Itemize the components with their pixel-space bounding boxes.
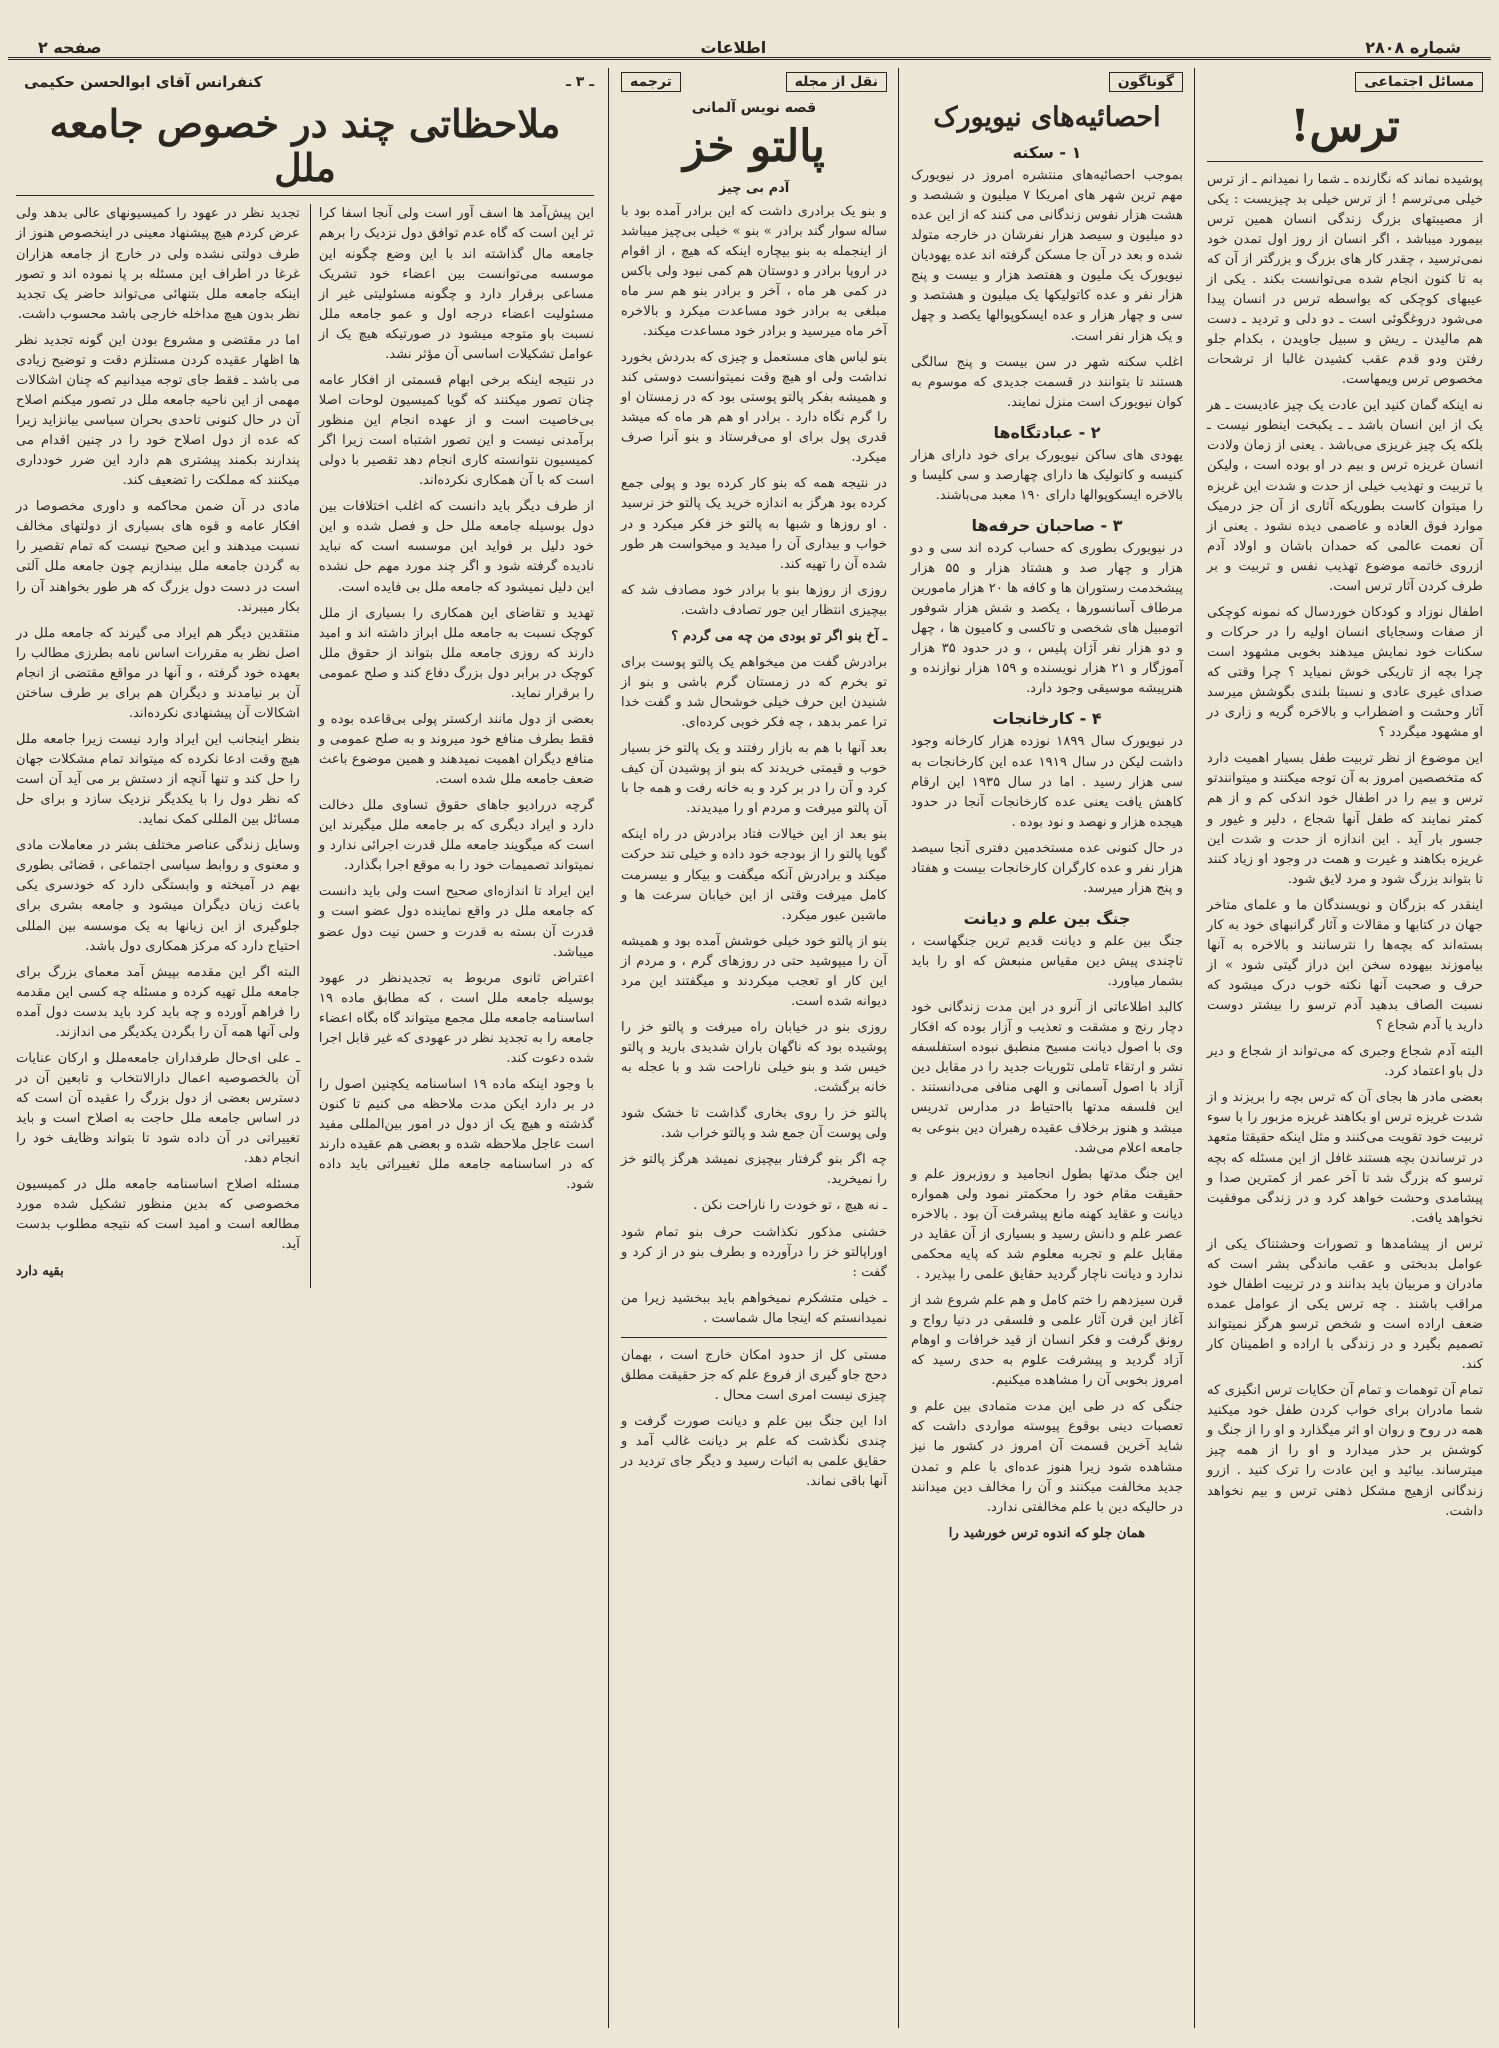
section-kicker: ترجمه <box>621 72 681 92</box>
dialog-line: خشنی مذکور نکذاشت حرف بنو تمام شود اوراپالتو خز را درآورده و بطرف بنو در از کرد و گفت : <box>621 1224 887 1280</box>
issue-number: شماره ۲۸۰۸ <box>1365 38 1461 57</box>
divider <box>1207 161 1483 162</box>
paragraph: بعد آنها با هم به بازار رفتند و یک پالتو خز بسیار خوب و قیمتی خریدند که بنو از پوشیدن آن کیف کرد و آن را در بر کرد و به خانه رفت و همه جا با آن پالتو میرفت و مردم او را میدیدند. <box>621 741 887 817</box>
paragraph: مستی کل از حدود امکان خارج است ، بهمان دحج جاو گیری از فروع علم که جز حقیقت مطلق چیزی نیست امری است محال . <box>621 1347 887 1403</box>
story-byline: آدم بی چیز <box>718 180 790 196</box>
column-rule <box>608 68 609 2028</box>
paragraph: همان جلو که اندوه ترس خورشید را <box>948 1525 1146 1541</box>
paragraph: جنگی که در طی این مدت متمادی بین علم و تعصبات دینی بوقوع پیوسته مواردی داشت که شاید آخرین قسمت آن امروز در کشور ما نیز مشاهده شود زیرا هنوز عده‌ای با علم و تمدن جدید مخالفت میکنند و آن را مخالف دین میدانند در حالیکه دین با علم مخالفتی ندارد. <box>911 1399 1183 1515</box>
article-fur-coat <box>613 68 895 2028</box>
paragraph: و بنو یک برادری داشت که این برادر آمده بود با ساله سوار گند برادر » بنو » خیلی بی‌چیز میباشد از اینجمله به بنو بیچاره اینکه که هیچ ، از اقوام در اروپا برادر و دوستان هم کمی نبود ولی باکس در کمی هر ماه ، آخر و برادر بنو هم سر ماه مبلغی به برادر خود مساعدت میکرد و بالاخره آخر ماه میرسید و برادر خود مساعدت میکند. <box>621 203 887 339</box>
section-kicker: کنفرانس آقای ابوالحسن حکیمی <box>24 73 263 91</box>
paragraph: جنگ بین علم و دیانت قدیم ترین جنگهاست ، تاچندی پیش دین مقیاس منبعش که او را باید بشمار میاورد. <box>911 933 1183 990</box>
article-headline: پالتو خز <box>683 121 825 172</box>
page-number: صفحه ۲ <box>38 38 102 57</box>
quote-line: ـ آخ بنو اگر تو بودی من چه می گردم ؟ <box>671 628 887 644</box>
paragraph: ادا این جنگ بین علم و دیانت صورت گرفت و چندی نگذشت که علم بر دیانت غالب آمد و حقایق علمی به اثبات رسید و دیگر جای تردید در آنها باقی نماند. <box>621 1414 887 1490</box>
paragraph: نه اینکه گمان کنید این عادت یک چیز عادیست ـ هر یک از این انسان باشد ـ ـ یکبخت اینطور نیست ـ بلکه یک چیز غریزی می‌باشد . یعنی از زمان ولادت انسان غریزه ترس و بیم در او بوده است ، ولیکن با تربیت و تهذیب خیلی از حدت و شدت این غریزه را میتوان کاست بطوریکه آثاری از آن جز درمیک موارد فوق العاده و عاصمی دیده نشود . یعنی از آن نعمت عالمی که حمدان باشان و اولاد آدم ازروی خاتمه موضوع تهذیب نفس و تربیت و بر طرف کردن آثار ترس است. <box>1207 398 1483 594</box>
paragraph: از طرف دیگر باید دانست که اغلب اختلافات بین دول بوسیله جامعه ملل حل و فصل شده و این خود دلیل بر فواید این موسسه است که نباید نادیده گرفته شود و اگر چند مورد مهم حل نشده این دلیل نمیشود که جامعه ملل بی فایده است. <box>318 499 594 595</box>
paragraph: این جنگ مدتها بطول انجامید و روزبروز علم و حقیقت مقام خود را محکمتر نمود ولی همواره دیانت و عقاید کهنه مانع پیشرفت آن بود . بالاخره عصر علم و دانش رسید و بسیاری از آن عقاید در مقابل علم و تجربه معلوم شد که پایه محکمی ندارد و دیانت ناچار گردید حقایق علمی را بپذیرد . <box>911 1166 1183 1282</box>
paper-name: اطلاعات <box>700 38 767 57</box>
column-rule <box>898 68 899 2028</box>
paragraph: کالبد اطلاعاتی از آنرو در این مدت زندگانی خود دچار رنج و مشقت و تعذیب و آزار بوده که افکار وی با اصول دیانت مسیح منطبق نبوده استفلسفه نشر و ارتقاء تاملی تئوریات جدید را در مقابل دین آزاد با اصول آسمانی و الهی منافی می‌دانستند . این فلسفه مدتها بااحتیاط در مدارس تدریس میشد و هنوز برخلاف عقیده رهبران دین بنوعی به جامعه اعلام می‌شد. <box>911 1000 1183 1156</box>
article-headline: ملاحظاتی چند در خصوص جامعه ملل <box>16 102 594 196</box>
article-headline: احصائیه‌های نیویورک <box>933 102 1161 133</box>
paragraph: بنو لباس های مستعمل و چیزی که بدردش بخورد نداشت ولی او هیچ وقت نمیتوانست دوستی کند و همیشه بفکر پالتو پوستی بود که در زمستان او را گرم نگاه دارد . برادر او هم هر ماه که میشد قدری پول برای او می‌فرستاد و بنو آنرا صرف میکرد. <box>621 350 887 466</box>
subsection-heading: ۲ - عبادتگاه‌ها <box>993 422 1101 442</box>
paragraph: تهدید و تقاضای این همکاری را بسیاری از ملل کوچک نسبت به جامعه ملل ابراز داشته اند و امید دارند که روزی جامعه ملل بتواند از حقوق ملل کوچک در برابر دول بزرگ دفاع کند و صلح عمومی را برقرار نماید. <box>318 605 594 701</box>
paragraph: البته آدم شجاع وجبری که می‌تواند از شجاع و دیر دل باو اعتماد کرد. <box>1207 1044 1483 1080</box>
paragraph: یهودی های ساکن نیویورک برای خود دارای هزار کنیسه و کاتولیک ها دارای چهارصد و سی کلیسا و بالاخره ایسکوپوالها دارای ۱۹۰ معبد می‌باشند. <box>911 447 1183 503</box>
paragraph: این ایراد تا اندازه‌ای صحیح است ولی باید دانست که جامعه ملل در واقع نماینده دول عضو است و قدرت آن بسته به قدرت و حسن نیت دول عضو میباشد. <box>318 884 594 960</box>
subsection-heading: ۳ - صاحبان حرفه‌ها <box>971 515 1123 535</box>
paragraph: اینقدر که بزرگان و نویسندگان ما و علمای متاخر جهان در کتابها و مقالات و آثار گرانبهای خود به کار بسته‌اند که بچه‌ها را نترسانند و بالاخره به آنها بیاموزند بیهوده سخن ابن دراز گیتی شود » از حرف و صحبت آنها نکته خوب درک میشود که نسبت الصاف بدهید آدم ترسو را بیشتر دوست دارید یا آدم شجاع ؟ <box>1207 897 1483 1034</box>
divider <box>621 1337 887 1338</box>
paragraph: اعتراض ثانوی مربوط به تجدیدنظر در عهود بوسیله جامعه ملل است ، که مطابق ماده ۱۹ اساسنامه جامعه ملل مجمع میتواند گاه بگاه اعضاء جامعه را به تجدید نظر در عهودی که غیر قابل اجرا شده دعوت کند. <box>318 970 594 1066</box>
dialog-line: ـ خیلی متشکرم نمیخواهم باید ببخشید زیرا من نمیدانستم که اینجا مال شماست . <box>621 1290 887 1326</box>
paragraph: در نیویورک بطوری که حساب کرده اند سی و دو هزار و چهار صد و هشتاد هزار و ۵۵ هزار پیشخدمت رستوران ها و کافه ها ۲۰ هزار مامورین مرطاف آسانسورها ، یکصد و شش هزار شوفور اتومبیل های شخصی و تاکسی و کامیون ها ، چهل و دو هزار نفر آژان پلیس ، و در حدود ۳۵ هزار آموزگار و ۲۱ هزار نویسنده و ۱۵۹ هزار نوازنده و هنرپیشه موسیقی وجود دارد. <box>911 540 1183 697</box>
paragraph: بموجب احصائیه‌های منتشره امروز در نیویورک مهم ترین شهر های امریکا ۷ میلیون و ششصد و هشت هزار نفوس زندگانی می کنند که از این عده دو میلیون و سیصد هزار نفرشان در خارجه متولد شده و بعد در آن جا مسکن گرفته اند عده یهودیان نیویورک یک ملیون و هفتصد هزار و بیست و پنج هزار نفر و عده کاتولیکها یک میلیون و هشتصد و سی و چهار هزار و عده ایسکوپوالها یکصد و چهل و یک هزار نفر است. <box>911 168 1183 344</box>
subsection-heading: ۴ - کارخانجات <box>992 709 1102 729</box>
paragraph: اطفال نوزاد و کودکان خوردسال که نمونه کوچکی از صفات وسجایای انسان اولیه را در حرکات و سکنات خود نمایش میدهند بخوبی مشهود است چرا بچه از تاریکی خوش نمیاید ؟ چرا وقتی که صدای غیری عادی و نسبتا بلندی بگوشش میرسد آثار وحشت و اضطراب و بالاخره گریه و زاری در او مشهود میگردد ؟ <box>1207 604 1483 741</box>
subsection-heading: ۱ - سکنه <box>1012 143 1082 163</box>
section-kicker: مسائل اجتماعی <box>1355 72 1483 92</box>
article-headline: ترس! <box>1290 101 1400 152</box>
paragraph: بنو از پالتو خود خیلی خوشش آمده بود و همیشه آن را میپوشید حتی در روزهای گرم ، و مردم از این کار او تعجب میکردند و میگفتند این مرد دیوانه شده است. <box>621 933 887 1009</box>
league-subcolumn-left <box>16 204 300 1287</box>
paragraph: منتقدین دیگر هم ایراد می گیرند که جامعه ملل در اصل نظر به مقررات اساس نامه بطرزی مطالب را بعهده خود گرفته ، و آنها در مواقع مقتضی از انجام آن بر نیامدند و دیگران هم برای بر طرف ساختن اشکالات آن پیشنهادی نکرده‌اند. <box>16 625 300 721</box>
paragraph: در نیویورک سال ۱۸۹۹ نوزده هزار کارخانه وجود داشت لیکن در سال ۱۹۱۹ عده این کارخانجات به سی هزار رسید . اما در سال ۱۹۳۵ این ارقام کاهش یافت یعنی عده کارخانجات آنجا در حدود هیجده هزار و نهصد و نود بوده . <box>911 734 1184 830</box>
article-league-of-nations <box>8 68 602 2028</box>
paragraph: این پیش‌آمد ها اسف آور است ولی آنجا اسفا کرا تر این است که گاه عدم توافق دول نزدیک را برهم جامعه مال گذاشته اند با این وضع چگونه این موسسه می‌توانست بین اعضاء خود تشریک مساعی برقرار دارد و چگونه مسئولیتی غیر از مسئولیت اعضاء درجه اول و عمو جامعه ملل نسبت باو متوجه میشود در صورتیکه هیچ یک از عوامل تشکیلات اساسی آن مؤثر نشد. <box>318 206 594 362</box>
paragraph: بنو بعد از این خیالات فتاد برادرش در راه اینکه گویا پالتو را از بودجه خود داده و خیلی تند حرکت میکند و برادرش آنکه میگفت و بیکار و بیسرمت کامل میرفت وقتی از این خیابان سرعت ها و ماشین عبور میکرد. <box>621 827 887 923</box>
paragraph: مادی در آن ضمن محاکمه و داوری مخصوصا در افکار عامه و قوه های بسیاری از دولتهای مخالف نسبت میدهند و این صحیح نیست که تمام تقصیر را به گردن جامعه ملل بیندازیم چون جامعه ملل آلتی است در دست دول بزرگ که هر طور بخواهند آن را بکار میبرند. <box>16 499 300 615</box>
paragraph: روزی بنو در خیابان راه میرفت و پالتو خز را پوشیده بود که ناگهان باران شدیدی بارید و پالتو خیس شد و بنو خیلی ناراحت شد و با عجله به خانه برگشت. <box>621 1019 887 1096</box>
paragraph: قرن سیزدهم را ختم کامل و هم علم شروع شد از آغاز این قرن آثار علمی و فلسفی در دنیا رواج و رونق گرفت و فکر انسان از قید خرافات و اوهام آزاد گردید و پیشرفت علوم به حدی رسید که امروز بخوبی آن را مشاهده میکنیم. <box>911 1293 1183 1389</box>
paragraph: البته اگر این مقدمه بپیش آمد معمای بزرگ برای جامعه ملل تهیه کرده و مسئله چه کسی این مقدمه را فراهم آورده و چه باید کرد باید بدست دول آمده ولی آنها همه آن را بگردن یکدیگر می اندازند. <box>16 964 300 1040</box>
paragraph: اغلب سکنه شهر در سن بیست و پنج سالگی هستند تا بتوانند در قسمت جدیدی که موسوم به کوان نیویورک است منزل نمایند. <box>911 354 1183 410</box>
paragraph: در نتیجه اینکه برخی ابهام قسمتی از افکار عامه چنان تصور میکنند که گویا کمیسیون لوحات اصلا بی‌خاصیت است و از عهده انجام این منظور برآمدنی نیست و این تصور اشتباه است زیرا اگر کمیسیون نتوانسته کاری انجام دهد تقصیر با دولی است که با آن همکاری نکرده‌اند. <box>318 372 594 489</box>
paragraph: در حال کنونی عده مستخدمین دفتری آنجا سیصد هزار نفر و عده کارگران کارخانجات بیست و هفتاد و پنج هزار میرسد. <box>911 840 1183 896</box>
paragraph: چه اگر بنو گرفتار بیچیزی نمیشد هرگز پالتو خز را نمیخرید. <box>621 1152 887 1188</box>
subsection-heading: جنگ بین علم و دیانت <box>963 908 1131 928</box>
paragraph: در نتیجه همه که بنو کار کرده بود و پولی جمع کرده بود هرگز به اندازه خرید یک پالتو خز نرسید . او روزها و شبها به پالتو خز فکر میکرد و در خواب و بیداری آن را میدید و میخواست هر طور شده آن را تهیه کند. <box>621 476 887 572</box>
paragraph: این موضوع از نظر تربیت طفل بسیار اهمیت دارد که متخصصین امروز به آن توجه میکنند و میتوانندتو ترس و بیم را در اطفال خود اندکی کم و از هم کمتر نمایند که طفل آنها شجاع ، دلیر و غیور و جسور بار آید . این اندازه از حدت و شدت این غریزه بکاهند و غیرت و همت در وجود او زیاد کنند تا بتواند بزرگ شود و مرد لایق شود. <box>1207 751 1483 887</box>
newspaper-page <box>8 8 1491 2040</box>
league-subcolumn-right <box>310 204 594 1287</box>
article-newyork-stats <box>903 68 1191 2028</box>
article-fear <box>1199 68 1491 2028</box>
paragraph: وسایل زندگی عناصر مختلف بشر در معاملات مادی و معنوی و روابط سیاسی اجتماعی ، قضائی بطوری بهم در آمیخته و وابستگی دارد که خودسری یکی باعث زیان دیگران میشود و جامعه بشری برای جلوگیری از این زیانها به یک موسسه بین المللی احتیاج دارد که مرکز همکاری دول باشد. <box>16 838 300 954</box>
paragraph: اما در مقتضی و مشروع بودن این گونه تجدید نظر ها اظهار عقیده کردن مستلزم دقت و توضیح زیادی می باشد ـ فقط جای توجه میدانیم که چنان اشکالات مهمی از این ناحیه جامعه ملل در تصور میکنم اصلاح آن در حال کنونی تاحدی بحران سیاسی بیانزاید زیرا که عده از دول اصلاح خود را در چنین اقدام می پندارند بکمند پیشتری هم دارد این ضرر خودداری میکنند که مملکت را تضعیف کند. <box>16 332 300 489</box>
paragraph: تجدید نظر در عهود را کمیسیونهای عالی بدهد ولی عرض کردم هیچ پیشنهاد معینی در اینخصوص هنوز از طرف دولتی نشده ولی در خارج از جامعه هزاران غرغا در اطراف این مسئله بر پا نموده اند و تصور اینکه جامعه ملل بتنهائی می‌تواند حاضر یک تجدید نظر بدون هیچ مداخله خارجی باشد محسوب داشت. <box>16 206 300 322</box>
paragraph: بنظر اینجانب این ایراد وارد نیست زیرا جامعه ملل هیچ وقت ادعا نکرده که میتواند تمام مشکلات جهان را حل کند و تنها آنچه از دستش بر می آید آن است که نظر دول را با یکدیگر نزدیک سازد و برای حل مسائل بین المللی کمک نماید. <box>16 731 300 828</box>
paragraph: با وجود اینکه ماده ۱۹ اساسنامه یکچنین اصول را در بر دارد ایکن مدت ملاحظه می کنیم تا کنون گذشته و هیچ یک از دول در امور بین‌المللی مفید است عاجل ملاحظه شده و بعضی هم عقیده دارند که در اساسنامه جامعه ملل تغییراتی باید داده شود. <box>318 1076 594 1193</box>
paragraph: ترس از پیشامدها و تصورات وحشتناک یکی از عوامل بدبختی و عقب ماندگی بشر است که مادران و مربیان باید بدانند و در تربیت اطفال خود مراقب باشند . چه ترس یکی از عوامل عمده ضعف اراده است و شخص ترسو هرگز نمیتواند تصمیم بگیرد و در زندگی با اراده و اطمینان کار کند. <box>1207 1236 1483 1373</box>
section-kicker: گوناگون <box>1109 72 1183 92</box>
paragraph: پوشیده نماند که نگارنده ـ شما را نمیدانم ـ از ترس خیلی می‌ترسم ! از ترس خیلی بد چیزیست : یکی از مصیبتهای بزرگ زندگی انسان همین ترس بیمورد میباشد ، اگر انسان از روز اول تمدن خود نمی‌ترسید ، چقدر کار های بزرگ و بزرگتر از آن که به تا کنون انجام شده می‌توانست بکند . یکی از عیبهای کوچکی که بواسطه ترس در انسان پیدا می‌شود دروغگوئی است ـ دو دلی و تردید ـ دست هم مالیدن ـ ریش و سبیل جاویدن ، بکدام جلو رفتن ودو قدم عقب کشیدن غالبا از ترشحات مخصوص ترس ویمهاست. <box>1207 171 1483 388</box>
dialog-line: ـ نه هیچ ، تو خودت را ناراحت نکن . <box>693 1198 887 1214</box>
page-ornament: ـ ۳ ـ <box>566 74 594 90</box>
paragraph: بعضی از دول مانند ارکستر پولی بی‌قاعده بوده و فقط بطرف منافع خود میروند و به صلح عمومی و منافع دیگران اهمیت نمیدهند و همین موضوع باعث ضعف جامعه ملل شده است. <box>318 711 594 788</box>
story-subtitle: قصه نویس آلمانی <box>691 100 817 116</box>
continued-note: بقیه دارد <box>16 1263 64 1279</box>
masthead <box>8 8 1491 60</box>
paragraph: تمام آن توهمات و تمام آن حکایات ترس انگیزی که شما مادران برای خواب کردن طفل خود میکنید همه در روح و روان او اثر میگذارد و او را از جنگ و کوشش بر حذر میدارد و او را از همه چیز میترساند. بیائید و این عادت را ترک کنید . ازرو زندگانی ازهیج مشکل ذهنی ترس و بیم نخواهد داشت. <box>1207 1383 1483 1519</box>
paragraph: مسئله اصلاح اساسنامه جامعه ملل در کمیسیون مخصوصی که بدین منظور تشکیل شده مورد مطالعه است و امید است که نتیجه مطلوب بدست آید. <box>16 1177 300 1253</box>
paragraph: بعضی مادر ها بجای آن که ترس بچه را بریزند و از شدت غریزه ترس او بکاهند غریزه مزبور را با سوء تربیت خود تقویت می‌کنند و مثل اینکه حقیقتا متعهد در ترساندن بچه هستند غافل از این مسئله که بچه ترسو که بزرگ شد تا آخر عمر از کمترین صدا و پیشامدی وحشت خواهد کرد و در زندگی موفقیت نخواهد یافت. <box>1207 1090 1483 1226</box>
paragraph: برادرش گفت من میخواهم یک پالتو پوست برای تو بخرم که در زمستان گرم باشی و بنو از شنیدن این حرف خیلی خوشحال شد و گفت خدا ترا عمر بدهد ، چه فکر خوبی کرده‌ای. <box>621 654 887 731</box>
paragraph: پالتو خز را روی بخاری گذاشت تا خشک شود ولی پوست آن جمع شد و پالتو خراب شد. <box>621 1106 887 1142</box>
paragraph: روزی از روزها بنو با برادر خود مصادف شد که بیچیزی انتظار این جور تصادف داشت. <box>621 582 887 618</box>
paragraph: گرچه دررادیو جاهای حقوق تساوی ملل دخالت دارد و ایراد دیگری که بر جامعه ملل میگیرند این است که میگویند جامعه ملل قدرت اجرائی ندارد و نمیتواند تصمیمات خود را به موقع اجرا بگذارد. <box>318 798 594 874</box>
section-kicker: نقل از مجله <box>786 72 887 92</box>
paragraph: ـ علی ای‌حال طرفداران جامعه‌ملل و ارکان عنایات آن بالخصوصیه اعمال دارالانتخاب و تابعین آن در دسترس بعضی از دول بزرگ را عقیده آن است که در اساس جامعه ملل حاجت به اصلاح است و باید تغییراتی در آن داده شود تا بتواند وظایف خود را انجام دهد. <box>16 1050 300 1167</box>
column-rule <box>1194 68 1195 2028</box>
